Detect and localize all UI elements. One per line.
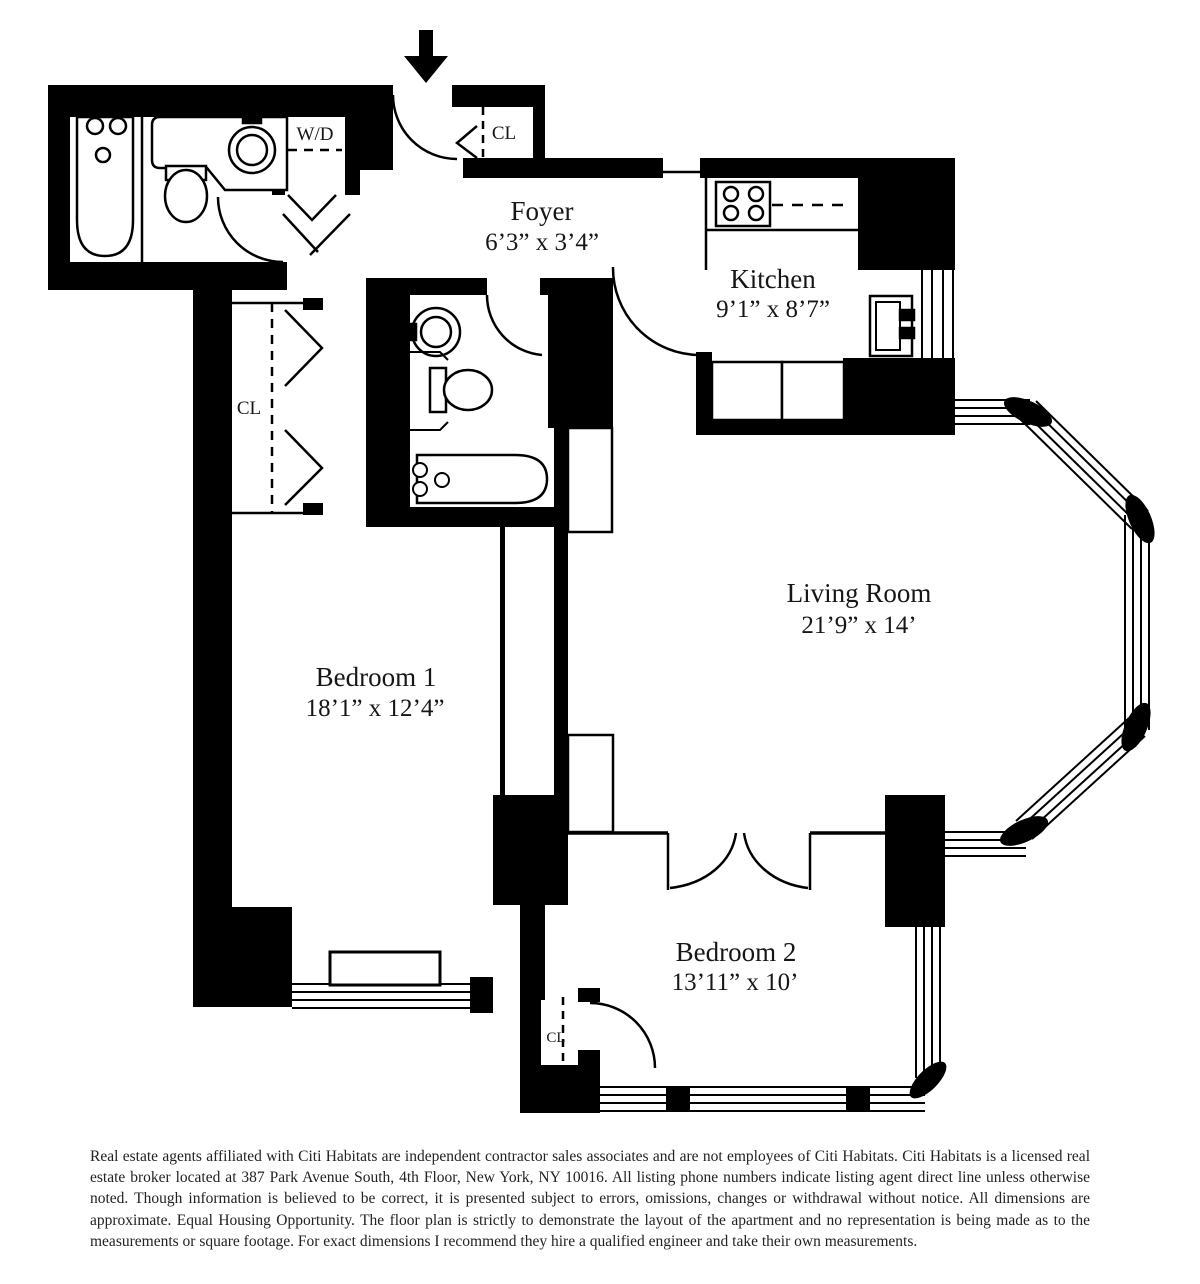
double-door-right-arc <box>744 833 808 888</box>
bathtub-icon <box>77 117 133 256</box>
washer-dryer-label: W/D <box>296 124 334 145</box>
foyer-living-door-arc <box>613 267 700 355</box>
foyer-label <box>485 196 599 256</box>
bathroom2-door-arc <box>487 295 542 355</box>
bedroom2-name: Bedroom 2 <box>675 937 797 967</box>
bay-window-vertical <box>1125 515 1149 730</box>
kitchen-window <box>922 270 953 360</box>
bathroom1-door-arc <box>218 197 283 262</box>
living-room-name: Living Room <box>786 578 932 608</box>
kitchen-label <box>716 264 830 323</box>
disclaimer-text: Real estate agents affiliated with Citi Habitats are independent contractor sales associates and are not employees of Citi Habitats. Citi Habitats is a licensed real estate broker located at 387 Park Avenue South, 4th Floor, New York, NY 10016. All listing phone numbers indicate listing agent direct line unless otherwise noted. Though information is believed to be correct, it is presented subject to errors, omissions, changes or withdrawal without notice. All dimensions are approximate. Equal Housing Opportunity. The floor plan is strictly to demonstrate the layout of the apartment and no representation is being made as to the measurements or square footage. For exact dimensions I recommend they hire a qualified engineer and take their own measurements. <box>90 1148 1090 1250</box>
foyer-name: Foyer <box>510 196 574 226</box>
bedroom2-south-window <box>600 1087 925 1111</box>
living-room-label <box>787 578 932 639</box>
bedroom1-closet-label: CL <box>236 398 262 419</box>
ac-unit-icon <box>330 952 440 985</box>
bathroom1-fixtures <box>77 114 287 262</box>
bedroom1-name: Bedroom 1 <box>315 662 437 692</box>
toilet-icon <box>165 170 207 222</box>
double-door-left-arc <box>670 833 736 888</box>
window-mullions <box>666 391 1161 1111</box>
kitchen-dims: 9’1” x 8’7” <box>716 296 830 323</box>
entry-arrow-icon <box>404 30 448 83</box>
bathroom2-fixtures <box>406 308 547 503</box>
toilet-icon <box>444 370 492 410</box>
foyer-dims: 6’3” x 3’4” <box>485 229 599 256</box>
bedroom2-closet-label: CL <box>546 1030 566 1046</box>
counter <box>712 362 782 420</box>
kitchen-name: Kitchen <box>730 264 816 294</box>
wall-niches <box>568 428 613 832</box>
living-room-dims: 21’9” x 14’ <box>801 612 917 639</box>
bedroom1-dims: 18’1” x 12’4” <box>305 695 445 722</box>
bedroom2-east-window <box>916 927 940 1078</box>
foyer-closet-label: CL <box>491 123 517 144</box>
bedroom2-dims: 13’11” x 10’ <box>671 969 799 996</box>
bedroom2-label <box>672 937 799 996</box>
entry-door-arc <box>393 95 457 159</box>
bedroom1-label <box>306 662 445 722</box>
counter <box>782 362 844 420</box>
bedroom1-window <box>292 984 470 1008</box>
